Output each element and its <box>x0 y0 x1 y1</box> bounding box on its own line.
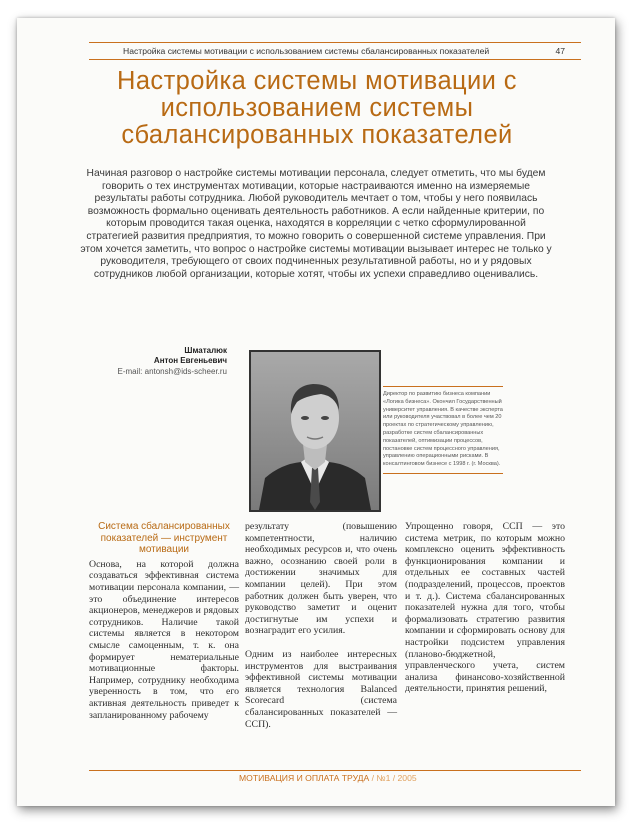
footer-text <box>239 773 417 783</box>
page-number: 47 <box>555 46 565 56</box>
column-3-text: Упрощенно говоря, ССП — это система метрик, по которым можно комплексно оценить эффективность функционирования компании и отдельных ее составных частей (подразделений, процессов, проектов и т. д.). Система сбалансированных показателей нужна для того, чтобы формализовать стратегию развития компании и сформировать основу для настройки подсистем управления (планово-бюджетной, управленческого учета, систем анализа финансово-хозяйственной деятельности, принятия решений, <box>405 521 565 695</box>
author-email: E-mail: antonsh@ids-scheer.ru <box>117 367 227 376</box>
author-bio <box>383 386 503 474</box>
column-2-paragraph-2: Одним из наиболее интересных инструментов для выстраивания эффективной системы мотивации является технология Balanced Scorecard (система сбалансированных показателей — ССП). <box>245 648 397 730</box>
journal-name: МОТИВАЦИЯ И ОПЛАТА ТРУДА <box>239 773 370 783</box>
author-portrait-icon <box>251 352 379 510</box>
author-block <box>87 346 227 377</box>
author-name: Антон Евгеньевич <box>153 356 227 365</box>
journal-issue: / №1 / 2005 <box>369 773 417 783</box>
running-title: Настройка системы мотивации с использованием системы сбалансированных показателей <box>123 46 490 56</box>
author-photo <box>249 350 381 512</box>
running-header <box>89 42 581 60</box>
magazine-page <box>17 18 615 806</box>
section-heading: Система сбалансированных показателей — инструмент мотивации <box>98 521 230 556</box>
column-1-text: Основа, на которой должна создаваться эффективная система мотивации персонала компании, — это объединение интересов акционеров, менеджеров и рядовых сотрудников. Наличие такой системы является в некотором смысле самоценным, т. к. она формирует нематериальные мотивационные факторы. Например, сотруднику необходима уверенность в том, что его активная деятельность приведет к запланированному рабочему <box>89 558 239 721</box>
column-2-paragraph-1: результату (повышению компетентности, наличию необходимых ресурсов и, что очень важно, осознанию своей роли в достижении значимых для компании целей). При этом работник должен быть уверен, что руководство заметит и оценит достигнутые им успехи и вознаградит его усилия. <box>245 521 397 637</box>
body-column-3 <box>405 521 565 695</box>
body-column-2 <box>245 521 397 730</box>
running-footer <box>89 770 581 787</box>
article-lead: Начиная разговор о настройке системы мотивации персонала, следует отметить, что мы будем говорить о тех инструментах мотивации, которые настраиваются именно на измеряемые результаты работы сотрудника. Любой руководитель мечтает о том, чтобы у него появилась возможность формально оценивать деятельность работников. А если найденные критерии, по которым проводится такая оценка, находятся в корреляции с четко сформулированной стратегией развития предприятия, то можно говорить о совершенной системе управления. При этом хочется заметить, что вопрос о настройке системы мотивации вызывает интерес не только у руководителя, требующего от своих подчиненных результативной работы, но и у рядовых сотрудников любой организации, которые хотят, чтобы их успехи справедливо оценивались. <box>80 168 552 280</box>
body-column-1 <box>89 521 239 721</box>
author-bio-text: Директор по развитию бизнеса компании «Логика бизнеса». Окончил Государственный университет управления. В качестве эксперта или руководителя участвовал в более чем 20 проектах по стратегическому управлению, разработке систем сбалансированных показателей, оптимизации процессов, постановке систем процессного управления, управлению операционными рисками. В консалтинговом бизнесе с 1998 г. (г. Москва). <box>383 391 503 468</box>
article-title: Настройка системы мотивации с использованием системы сбалансированных показателей <box>117 67 517 149</box>
author-surname: Шматалюк <box>184 346 227 355</box>
